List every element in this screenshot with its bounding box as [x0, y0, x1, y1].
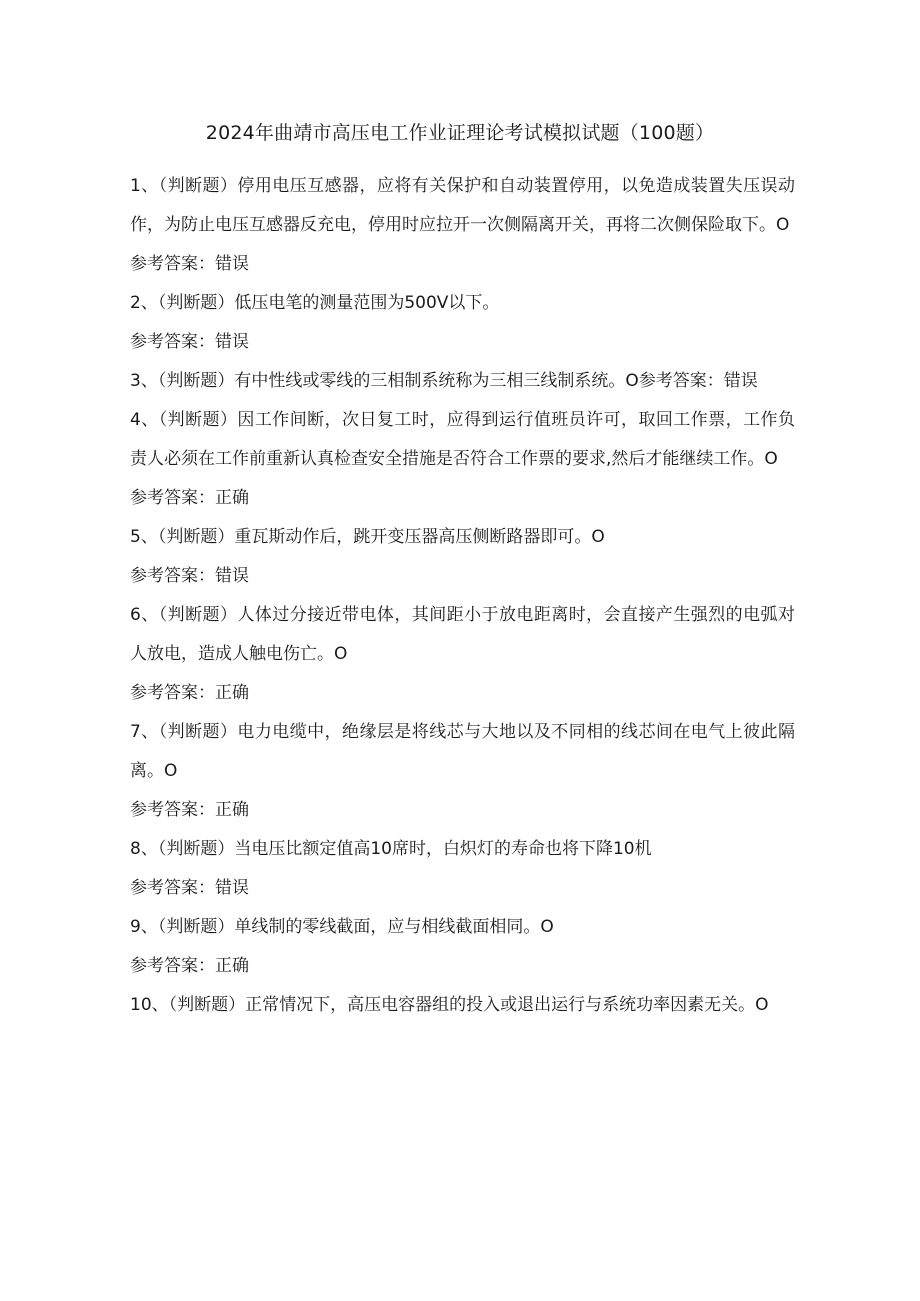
- question-3: 3、（判断题）有中性线或零线的三相制系统称为三相三线制系统。O参考答案：错误: [130, 371, 758, 391]
- question-6: 6、（判断题）人体过分接近带电体，其间距小于放电距离时，会直接产生强烈的电弧对人放电，造成人触电伤亡。O: [130, 605, 795, 664]
- question-1: 1、（判断题）停用电压互感器，应将有关保护和自动装置停用，以免造成装置失压误动作，为防止电压互感器反充电，停用时应拉开一次侧隔离开关，再将二次侧保险取下。O: [130, 176, 795, 235]
- answer-1: 参考答案：错误: [130, 254, 249, 274]
- answer-4: 参考答案：正确: [130, 488, 249, 508]
- answer-2: 参考答案：错误: [130, 332, 249, 352]
- question-list: [130, 167, 795, 1025]
- answer-9: 参考答案：正确: [130, 956, 249, 976]
- question-4: 4、（判断题）因工作间断，次日复工时，应得到运行值班员许可，取回工作票，工作负责人必须在工作前重新认真检查安全措施是否符合工作票的要求,然后才能继续工作。O: [130, 410, 795, 469]
- answer-5: 参考答案：错误: [130, 566, 249, 586]
- question-5: 5、（判断题）重瓦斯动作后，跳开变压器高压侧断路器即可。O: [130, 527, 605, 547]
- question-8: 8、（判断题）当电压比额定值高10席时，白炽灯的寿命也将下降10机: [130, 839, 652, 859]
- question-9: 9、（判断题）单线制的零线截面，应与相线截面相同。O: [130, 917, 554, 937]
- answer-7: 参考答案：正确: [130, 800, 249, 820]
- question-7: 7、（判断题）电力电缆中，绝缘层是将线芯与大地以及不同相的线芯间在电气上彼此隔离。O: [130, 722, 795, 781]
- document-title: 2024年曲靖市高压电工作业证理论考试模拟试题（100题）: [205, 122, 715, 144]
- question-10: 10、（判断题）正常情况下，高压电容器组的投入或退出运行与系统功率因素无关。O: [130, 995, 769, 1015]
- answer-6: 参考答案：正确: [130, 683, 249, 703]
- question-2: 2、（判断题）低压电笔的测量范围为500V以下。: [130, 293, 500, 313]
- answer-8: 参考答案：错误: [130, 878, 249, 898]
